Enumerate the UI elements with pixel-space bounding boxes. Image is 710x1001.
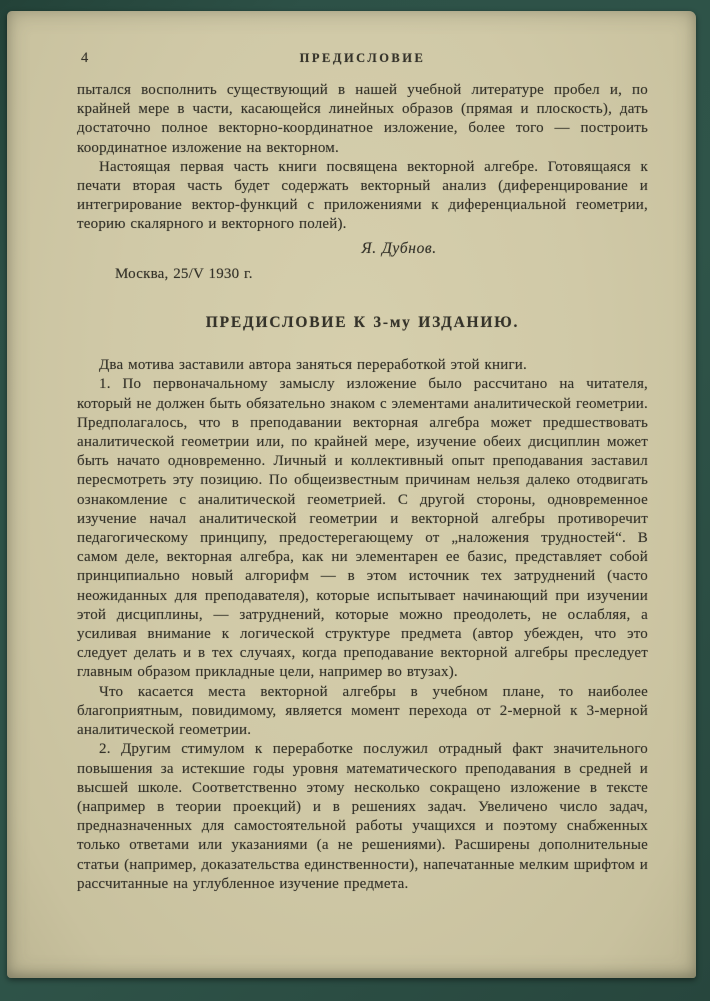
- preface3-paragraph: 1. По первоначальному замыслу изложение было рассчитано на читателя, который не должен быть обязательно знаком с элементами аналитической геометрии. Предполагалось, что в преподавании векторная алгебра может предшествовать аналитической геометрии или, по крайней мере, изучение обеих дисциплин может быть начато одновременно. Личный и коллективный опыт преподавания заставил пересмотреть эту позицию. По общеизвестным причинам нельзя далеко отодвигать ознакомление с аналитической геометрией. С другой стороны, одновременное изучение начал аналитической геометрии и векторной алгебры противоречит педагогическому принципу, предостерегающему от „наложения трудностей“. В самом деле, векторная алгебра, как ни элементарен ее базис, представляет собой принципиально новый алгорифм — в этом источник тех затруднений (часто неожиданных для преподавателя), которые испытывает начинающий при изучении этой дисциплины, — затруднений, которые можно преодолеть, не ослабляя, а усиливая внимание к логической структуре предмета (автор убежден, что это следует делать и в тех случаях, когда преподавание векторной алгебры преследует главным образом прикладные цели, например во втузах).: [77, 376, 648, 681]
- running-header: [77, 49, 648, 66]
- dateline: Москва, 25/V 1930 г.: [115, 265, 253, 282]
- preface-continuation-paragraph: пытался восполнить существующий в нашей учебной литературе пробел и, по крайней мере в части, касающейся линейных образов (прямая и плоскость), дать достаточно полное векторно-координатное изложение, более того — построить координатное изложение на векторном.: [77, 82, 648, 156]
- preface-paragraph: Настоящая первая часть книги посвящена векторной алгебре. Готовящаяся к печати вторая часть будет содержать векторный анализ (диференцирование и интегрирование вектор-функций с приложениями к диференциальной геометрии, теорию скалярного и векторного полей).: [77, 158, 648, 233]
- book-page: [7, 11, 696, 978]
- preface3-paragraph: Что касается места векторной алгебры в учебном плане, то наиболее благоприятным, повидимому, является момент перехода от 2-мерной к 3-мерной аналитической геометрии.: [77, 683, 648, 739]
- running-head-title: ПРЕДИСЛОВИЕ: [299, 51, 426, 65]
- section-heading: ПРЕДИСЛОВИЕ К 3-му ИЗДАНИЮ.: [205, 314, 520, 332]
- page-number: 4: [81, 50, 89, 66]
- author-signature: Я. Дубнов.: [361, 239, 437, 257]
- page-content: [77, 49, 648, 894]
- preface3-paragraph: Два мотива заставили автора заняться переработкой этой книги.: [99, 357, 527, 374]
- preface3-paragraph: 2. Другим стимулом к переработке послужил отрадный факт значительного повышения за истекшие годы уровня математического преподавания в средней и высшей школе. Соответственно этому несколько сокращено изложение в тексте (например в теории проекций) и в решениях задач. Увеличено число задач, предназначенных для самостоятельной работы учащихся и поэтому снабженных только ответами или указаниями (а не решениями). Расширены дополнительные статьи (например, доказательства единственности), напечатанные мелким шрифтом и рассчитанные на углубленное изучение предмета.: [77, 741, 648, 892]
